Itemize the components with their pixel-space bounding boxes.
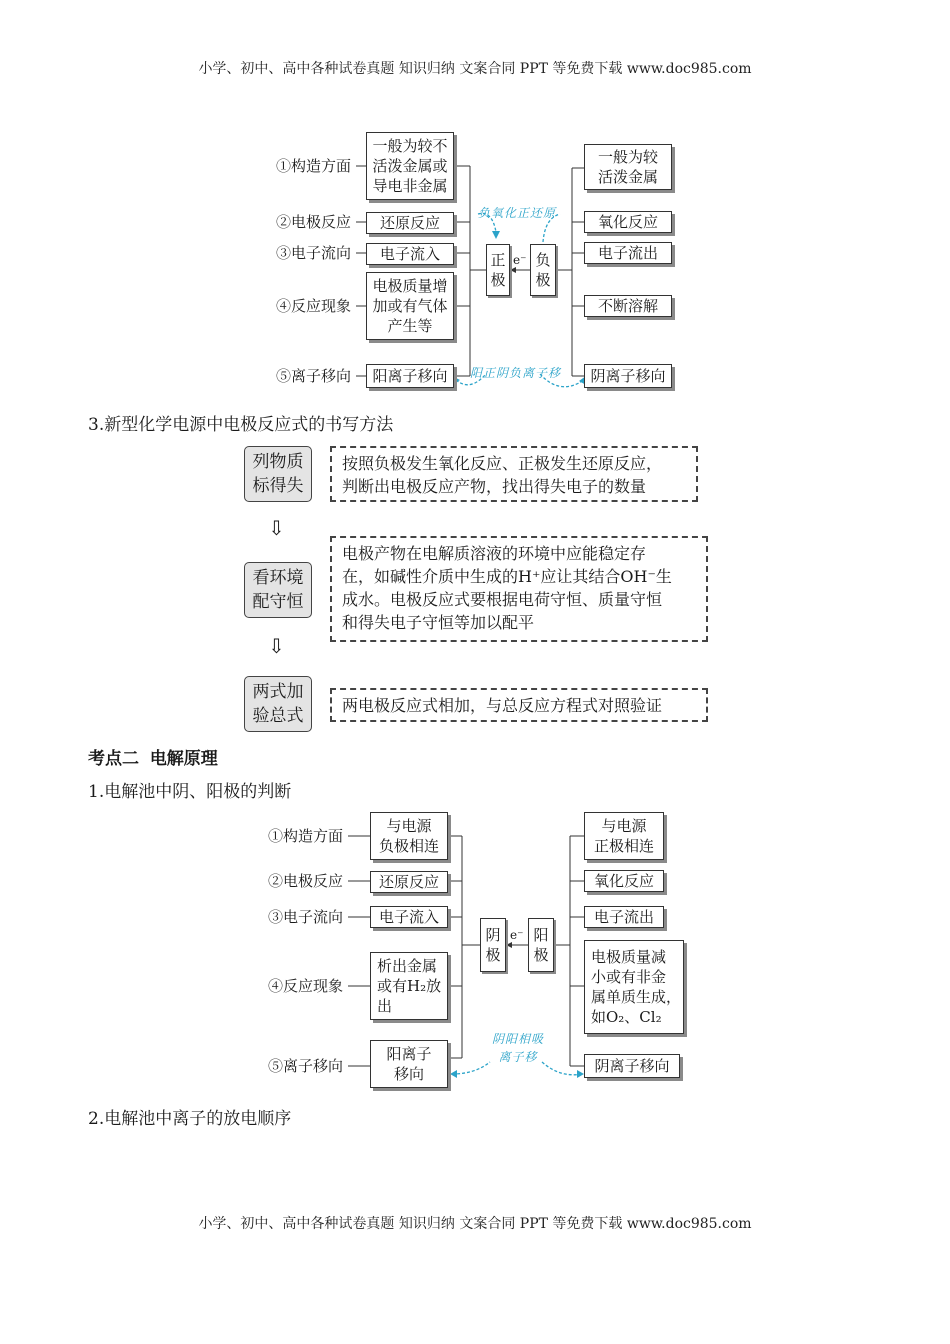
d2-note — [492, 1030, 544, 1066]
text-line: 验总式 — [252, 706, 304, 726]
text-line: 极 — [490, 271, 506, 289]
d1-electron-symbol: e⁻ — [513, 253, 527, 267]
d1-note-bottom: 阳正阴负离子移 — [470, 366, 562, 380]
text-line: 还原反应 — [378, 873, 439, 891]
d1-label-structure: ①构造方面 — [276, 157, 352, 175]
text-line: 电子流入 — [378, 908, 439, 926]
text-line: 判断出电极反应产物，找出得失电子的数量 — [342, 477, 647, 496]
text-line: 看环境 — [252, 568, 304, 588]
text-line: 析出金属 — [377, 957, 438, 975]
text-line: 标得失 — [252, 476, 304, 496]
text-line: 列物质 — [252, 452, 304, 472]
text-line: 不断溶解 — [597, 297, 658, 315]
text-line: 移向 — [393, 1065, 424, 1083]
text-line: 或有H₂放 — [377, 977, 442, 995]
text-line: 与电源 — [386, 817, 432, 835]
text-line: 产生等 — [387, 317, 433, 335]
text-line: 阴阳相吸 — [492, 1032, 545, 1046]
text-line: 属单质生成， — [591, 988, 682, 1006]
text-line: 极 — [535, 271, 551, 289]
text-line: 阳 — [533, 926, 549, 944]
d2-right-ion — [584, 1054, 680, 1078]
text-line: 电极质量减 — [591, 948, 667, 966]
d2-label-electrode-reaction: ②电极反应 — [268, 872, 344, 890]
text-line: 阳离子移向 — [372, 367, 448, 385]
text-line: 导电非金属 — [372, 177, 448, 195]
text-line: 阴 — [485, 926, 501, 944]
text-line: 和得失电子守恒等加以配平 — [342, 613, 535, 632]
text-line: 加或有气体 — [372, 297, 448, 315]
d2-label-ion-migration: ⑤离子移向 — [268, 1057, 344, 1075]
text-line: 正极相连 — [593, 837, 654, 855]
d2-right-electron — [584, 906, 664, 928]
d2-right-structure — [584, 812, 664, 860]
page-header: 小学、初中、高中各种试卷真题 知识归纳 文案合同 PPT 等免费下载 www.doc985.com — [198, 61, 752, 77]
text-line: 离子移 — [498, 1050, 538, 1064]
d2-electron-symbol: e⁻ — [510, 928, 524, 942]
d1-label-electrode-reaction: ②电极反应 — [276, 213, 352, 231]
text-line: 活泼金属或 — [372, 157, 448, 175]
text-line: 还原反应 — [379, 214, 440, 232]
d2-anode-box — [528, 918, 554, 972]
text-line: 氧化反应 — [597, 213, 658, 231]
d2-label-phenomenon: ④反应现象 — [268, 977, 344, 995]
text-line: 电子流出 — [597, 244, 658, 262]
kaodian-title: 电解原理 — [149, 749, 218, 769]
text-line: 出 — [377, 997, 393, 1015]
d2-right-reaction — [584, 870, 664, 892]
text-line: 小或有非金 — [591, 968, 667, 986]
text-line: 电极产物在电解质溶液的环境中应能稳定存 — [342, 544, 647, 563]
d1-label-ion-migration: ⑤离子移向 — [276, 367, 352, 385]
page-footer: 小学、初中、高中各种试卷真题 知识归纳 文案合同 PPT 等免费下载 www.doc985.com — [198, 1216, 752, 1232]
text-line: 活泼金属 — [597, 168, 658, 186]
down-arrow-icon: ⇩ — [268, 516, 285, 540]
d2-left-phenomenon — [370, 952, 448, 1020]
d1-note-top: 负氧化正还原 — [478, 206, 557, 220]
d2-cathode-box — [480, 918, 506, 972]
d1-label-phenomenon: ④反应现象 — [276, 297, 352, 315]
text-line: 电子流出 — [593, 908, 654, 926]
text-line: 阳离子 — [386, 1045, 432, 1063]
text-line: 按照负极发生氧化反应、正极发生还原反应， — [342, 454, 663, 473]
text-line: 配守恒 — [252, 592, 304, 612]
text-line: 阴离子移向 — [590, 367, 666, 385]
text-line: 电极质量增 — [372, 277, 448, 295]
text-line: 两式加 — [252, 682, 304, 702]
section-e1-title: 1.电解池中阴、阳极的判断 — [88, 782, 292, 802]
text-line: 在，如碱性介质中生成的H⁺应让其结合OH⁻生 — [342, 567, 672, 586]
text-line: 成水。电极反应式要根据电荷守恒、质量守恒 — [342, 590, 663, 609]
d2-label-structure: ①构造方面 — [268, 827, 344, 845]
text-line: 阴离子移向 — [594, 1057, 670, 1075]
text-line: 两电极反应式相加，与总反应方程式对照验证 — [342, 696, 663, 715]
text-line: 电子流入 — [379, 245, 440, 263]
d2-right-phenomenon — [584, 940, 684, 1034]
down-arrow-icon: ⇩ — [268, 634, 285, 658]
text-line: 负极相连 — [378, 837, 439, 855]
d1-label-electron-flow: ③电子流向 — [276, 244, 352, 262]
kaodian-label: 考点二 — [88, 749, 139, 769]
text-line: 一般为较不 — [372, 137, 448, 155]
text-line: 如O₂、Cl₂ — [591, 1008, 662, 1026]
text-line: 一般为较 — [597, 148, 658, 166]
text-line: 正 — [490, 251, 506, 269]
text-line: 极 — [533, 946, 549, 964]
d2-left-reaction — [370, 871, 448, 893]
section-e2-title: 2.电解池中离子的放电顺序 — [88, 1109, 292, 1129]
d2-left-electron — [370, 906, 448, 928]
text-line: 负 — [535, 251, 551, 269]
section3-title: 3.新型化学电源中电极反应式的书写方法 — [88, 415, 394, 435]
text-line: 氧化反应 — [593, 872, 654, 890]
d2-label-electron-flow: ③电子流向 — [268, 908, 344, 926]
text-line: 极 — [485, 946, 501, 964]
text-line: 与电源 — [601, 817, 647, 835]
d2-left-ion — [370, 1040, 448, 1088]
d2-left-structure — [370, 812, 448, 860]
